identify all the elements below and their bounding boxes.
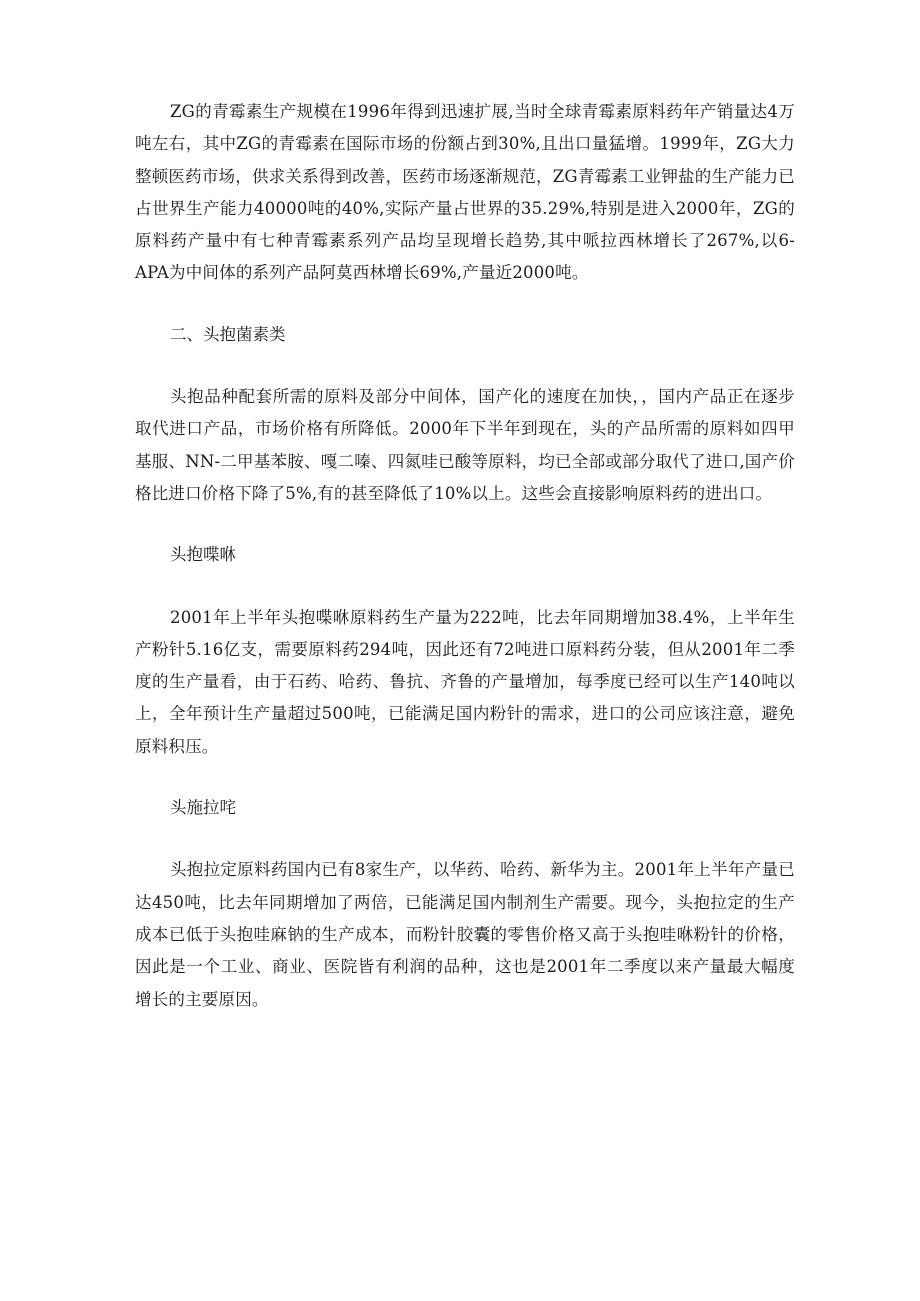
paragraph-cephalosporin-raw-materials: 头抱品种配套所需的原料及部分中间体，国产化的速度在加快，，国内产品正在逐步取代进口产品，市场价格有所降低。2000年下半年到现在，头的产品所需的原料如四甲基服、NN-二甲基苯胺、嘎二嗪、四氮哇已酸等原料，均已全部或部分取代了进口,国产价格比进口价格下降了5%,有的甚至降低了10%以上。这些会直接影响原料药的进出口。: [135, 387, 795, 503]
document-page: [135, 96, 795, 1016]
section-heading-cephalosporins: 二、头抱菌素类: [170, 324, 286, 344]
paragraph-penicillin-scale: ZG的青霉素生产规模在1996年得到迅速扩展,当时全球青霉素原料药年产销量达4万吨左右，其中ZG的青霉素在国际市场的份额占到30%,且出口量猛增。1999年，ZG大力整顿医药市场，供求关系得到改善，医药市场逐渐规范，ZG青霉素工业钾盐的生产能力已占世界生产能力40000吨的40%,实际产量占世界的35.29%,特别是进入2000年，ZG的原料药产量中有七种青霉素系列产品均呈现增长趋势,其中哌拉西林增长了267%,以6-APA为中间体的系列产品阿莫西林增长69%,产量近2000吨。: [135, 102, 795, 283]
paragraph-cefazolin-production: 2001年上半年头抱喋咻原料药生产量为222吨，比去年同期增加38.4%，上半年生产粉针5.16亿支，需要原料药294吨，因此还有72吨进口原料药分装，但从2001年二季度的生产量看，由于石药、哈药、鲁抗、齐鲁的产量增加，每季度已经可以生产140吨以上，全年预计生产量超过500吨，已能满足国内粉针的需求，进口的公司应该注意，避免原料积压。: [135, 607, 795, 756]
subheading-cefazolin: 头抱喋咻: [170, 545, 236, 565]
paragraph-cefradine-production: 头抱拉定原料药国内已有8家生产，以华药、哈药、新华为主。2001年上半年产量已达450吨，比去年同期增加了两倍，已能满足国内制剂生产需要。现今，头抱拉定的生产成本已低于头抱哇麻钠的生产成本，而粉针胶囊的零售价格又高于头抱哇咻粉针的价格，因此是一个工业、商业、医院皆有利润的品种，这也是2001年二季度以来产量最大幅度增长的主要原因。: [135, 860, 795, 1009]
subheading-cefradine: 头施拉咤: [170, 798, 236, 818]
